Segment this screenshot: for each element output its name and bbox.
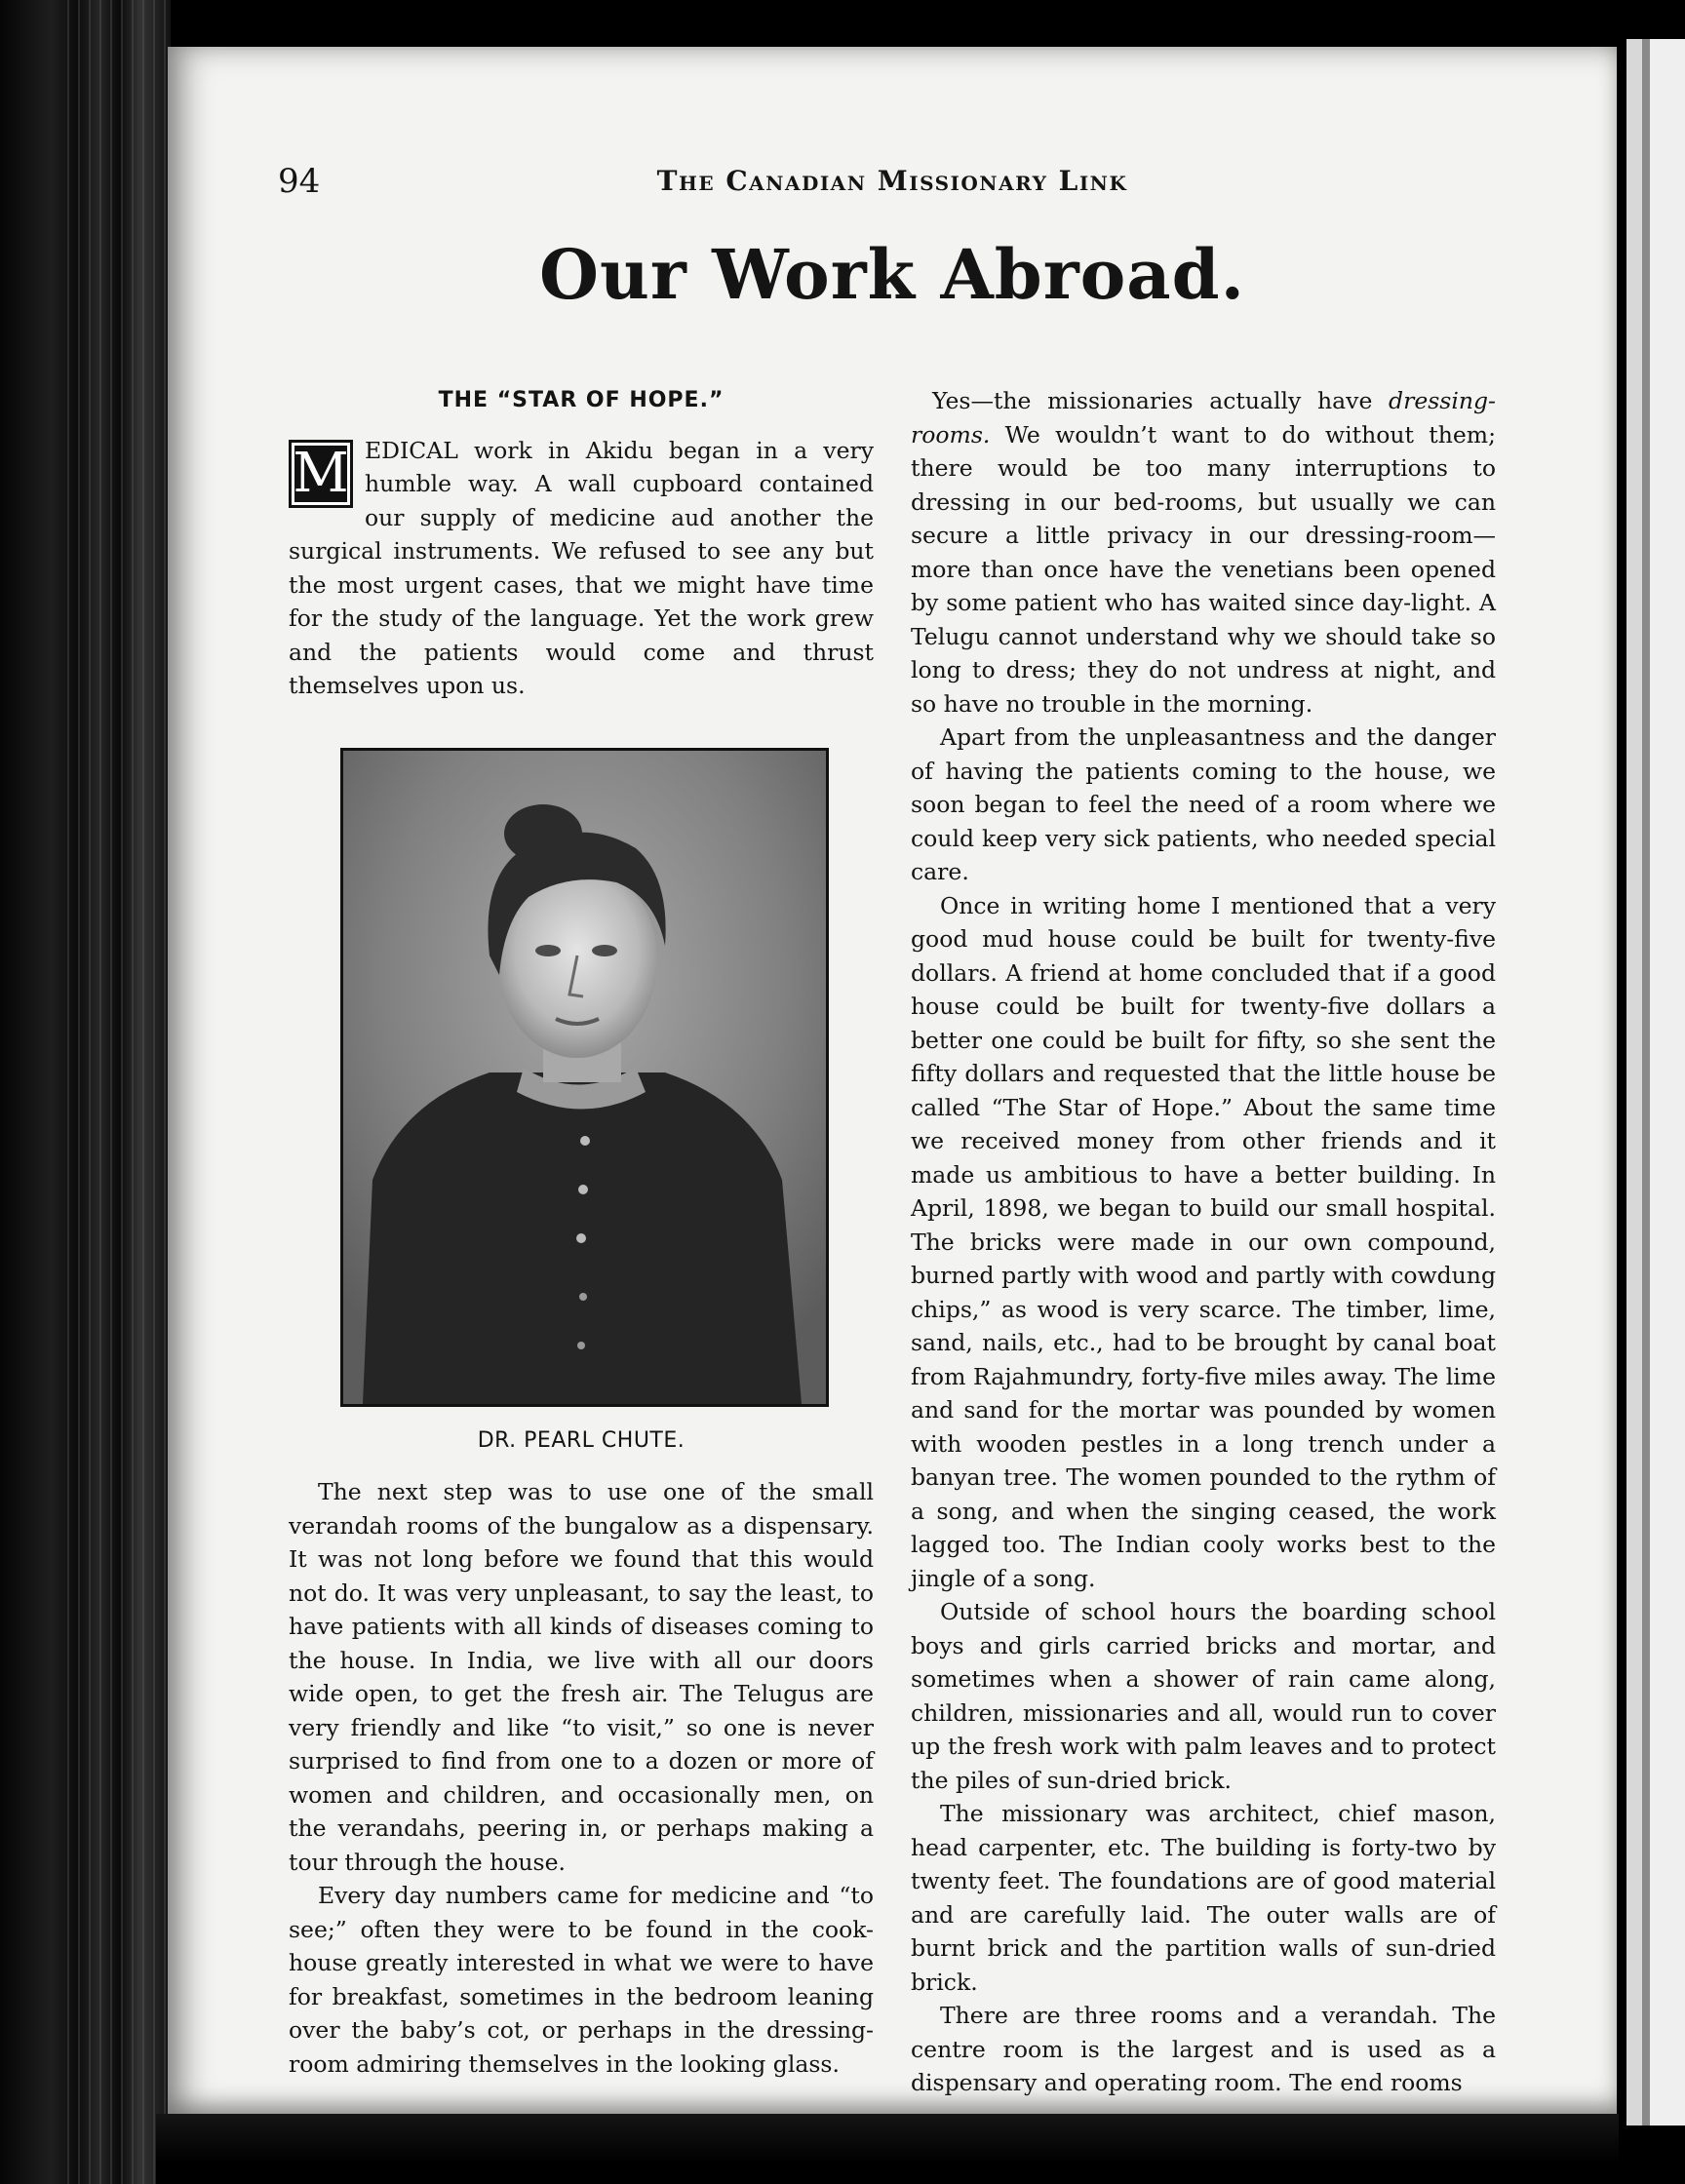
facing-page-edge [1619,39,1685,2126]
text-run: Yes—the missionaries actually have [932,387,1390,414]
section-title: Our Work Abroad. [539,234,1245,315]
page-edges [59,0,166,2184]
opening-paragraph-text: EDICAL work in Akidu began in a very humble way. A wall cupboard contained our supply of medicine aud another the surgical instruments. We refused to see any but the most urgent cases, that we might have time for the study of the language. Yet the work grew and the patients would come and thrust themselves upon us. [289,436,874,699]
body-paragraph [911,384,1496,721]
page-number: 94 [278,162,321,201]
body-paragraph: Outside of school hours the boarding school boys and girls carried bricks and mortar, and sometimes when a shower of rain came along, children, missionaries and all, would run to cover up the fresh work with palm leaves and to protect the piles of sun-dried brick. [911,1598,1496,1794]
article-heading: THE “STAR OF HOPE.” [438,388,725,412]
magazine-page [168,47,1617,2114]
portrait-photo [340,748,829,1407]
photo-caption: DR. PEARL CHUTE. [477,1427,686,1453]
body-paragraph: The missionary was architect, chief mason, head carpenter, etc. The building is forty-two by twenty feet. The foundations are of good material and are carefully laid. The outer walls are of burnt brick and the partition walls of sun-dried brick. [911,1800,1496,1996]
text-run: We wouldn’t want to do without them; there would be too many interruptions to dressing in our bed-rooms, but usually we can secure a little privacy in our dressing-room—more than once have the venetians been opened by some patient who has waited since day-light. A Telugu cannot understand why we should take so long to dress; they do not undress at night, and so have no trouble in the morning. [911,420,1496,718]
body-paragraph: Every day numbers came for medicine and “to see;” often they were to be found in the cook-house greatly interested in what we were to have for breakfast, sometimes in the bedroom leaning over the baby’s cot, or perhaps in the dressing-room admiring themselves in the looking glass. [289,1882,874,2078]
right-column [911,384,1496,2100]
body-paragraph: There are three rooms and a verandah. The centre room is the largest and is used as a dispensary and operating room. The end rooms [911,2002,1496,2096]
left-column [289,384,874,2081]
opening-paragraph [289,434,874,703]
portrait-figure [340,748,823,1459]
body-paragraph: Once in writing home I mentioned that a very good mud house could be built for twenty-five dollars. A friend at home concluded that if a good house could be built for twenty-five dollars a better one could be built for fifty, so she sent the fifty dollars and requested that the little house be called “The Star of Hope.” About the same time we received money from other friends and it made us ambitious to have a better building. In April, 1898, we began to build our small hospital. The bricks were made in our own compound, burned partly with wood and partly with cowdung chips,” as wood is very scarce. The timber, lime, sand, nails, etc., had to be brought by canal boat from Rajahmundry, forty-five miles away. The lime and sand for the mortar was pounded by women with wooden pestles in a long trench under a banyan tree. The women pounded to the rythm of a song, and when the singing ceased, the work lagged too. The Indian cooly works best to the jingle of a song. [911,891,1496,1592]
running-head: The Canadian Missionary Link [656,165,1128,197]
book-bottom-edge [156,2114,1619,2184]
body-paragraph: The next step was to use one of the small verandah rooms of the bungalow as a dispensary. It was not long before we found that this would not do. It was very unpleasant, to say the least, to have patients with all kinds of diseases coming to the house. In India, we live with all our doors wide open, to get the fresh air. The Telugus are very friendly and like “to visit,” so one is never surprised to find from one to a dozen or more of women and children, and occasionally men, on the verandahs, peering in, or perhaps making a tour through the house. [289,1478,874,1876]
emphasis-text: dressing-rooms. [911,387,1496,448]
drop-cap: M [289,440,353,508]
body-paragraph: Apart from the unpleasantness and the danger of having the patients coming to the house, we soon began to feel the need of a room where we could keep very sick patients, who needed special care. [911,723,1496,885]
portrait-image [343,751,826,1404]
